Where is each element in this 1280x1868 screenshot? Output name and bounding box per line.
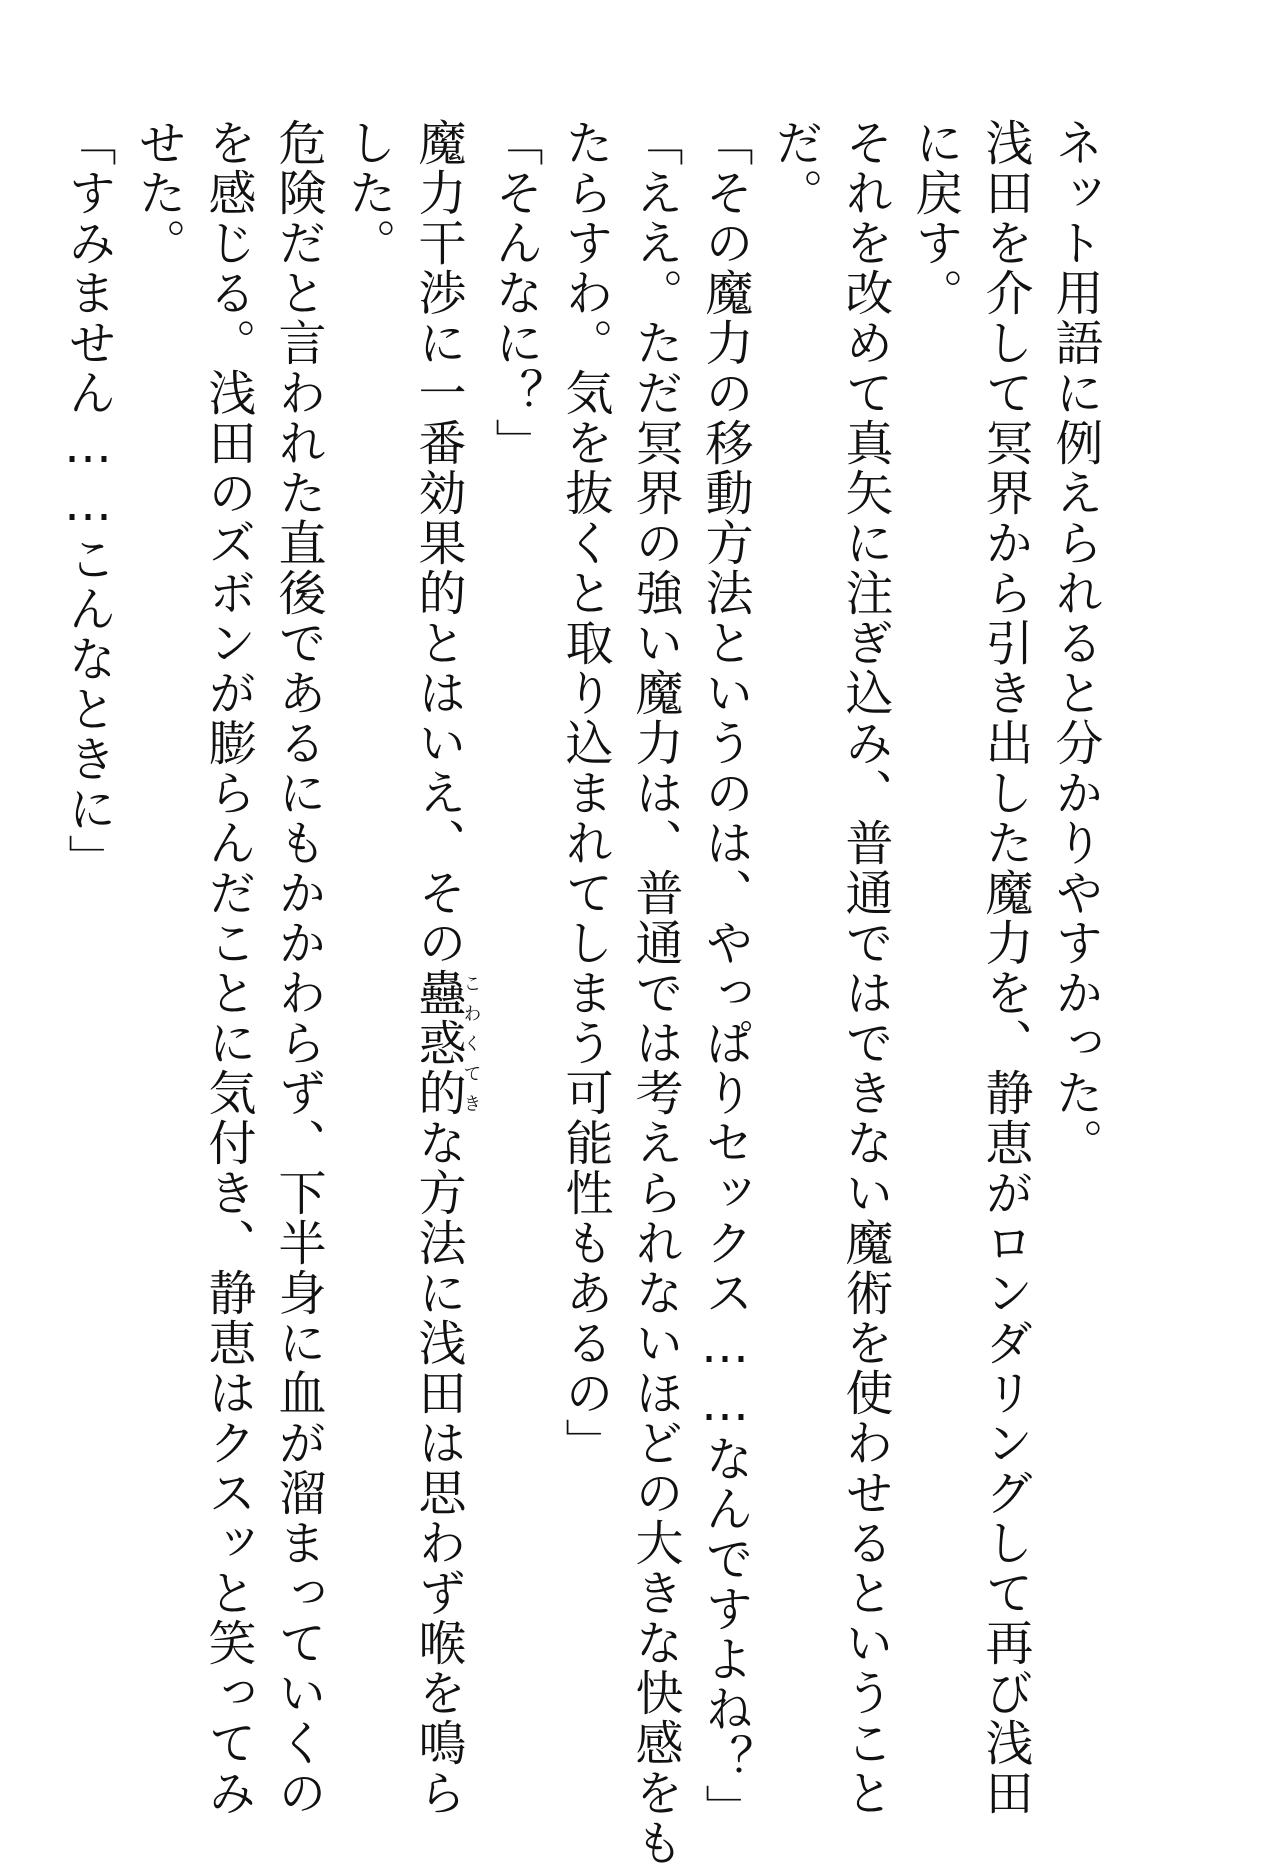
- text-line-13: を感じる。浅田のズボンが膨らんだことに気付き、静恵はクスッと笑ってみ: [200, 118, 256, 1818]
- text-line-11: した。: [340, 118, 396, 268]
- text-line-9: 「そんなに？」: [487, 118, 543, 468]
- text-line-6: 「その魔力の移動方法というのは、やっぱりセックス……なんですよね？」: [697, 118, 753, 1834]
- ruby-line-before: 魔力干渉に一番効果的とはいえ、その: [410, 118, 466, 968]
- ruby-annotated-word: [410, 968, 482, 1118]
- text-line-7: 「ええ。ただ冥界の強い魔力は、普通では考えられないほどの大きな快感をも: [627, 118, 683, 1868]
- text-line-8: たらすわ。気を抜くと取り込まれてしまう可能性もあるの」: [557, 118, 613, 1468]
- text-line-4: それを改めて真矢に注ぎ込み、普通ではできない魔術を使わせるということ: [837, 118, 893, 1818]
- text-line-1: ネット用語に例えられると分かりやすかった。: [1047, 118, 1103, 1168]
- ruby-reading: こわくてき: [460, 968, 482, 1118]
- text-line-14: せた。: [130, 118, 186, 268]
- text-line-15: 「すみません……こんなときに」: [60, 118, 116, 884]
- text-line-3: に戻す。: [907, 118, 963, 318]
- ruby-line-after: な方法に浅田は思わず喉を鳴ら: [410, 1118, 466, 1818]
- text-line-2: 浅田を介して冥界から引き出した魔力を、静恵がロンダリングして再び浅田: [977, 118, 1033, 1818]
- vertical-text-body: [53, 118, 1110, 1868]
- text-line-5: だ。: [767, 118, 823, 218]
- text-line-10: [403, 118, 482, 1818]
- ruby-base: 蠱惑的: [410, 968, 466, 1118]
- text-line-12: 危険だと言われた直後であるにもかかわらず、下半身に血が溜まっていくの: [270, 118, 326, 1818]
